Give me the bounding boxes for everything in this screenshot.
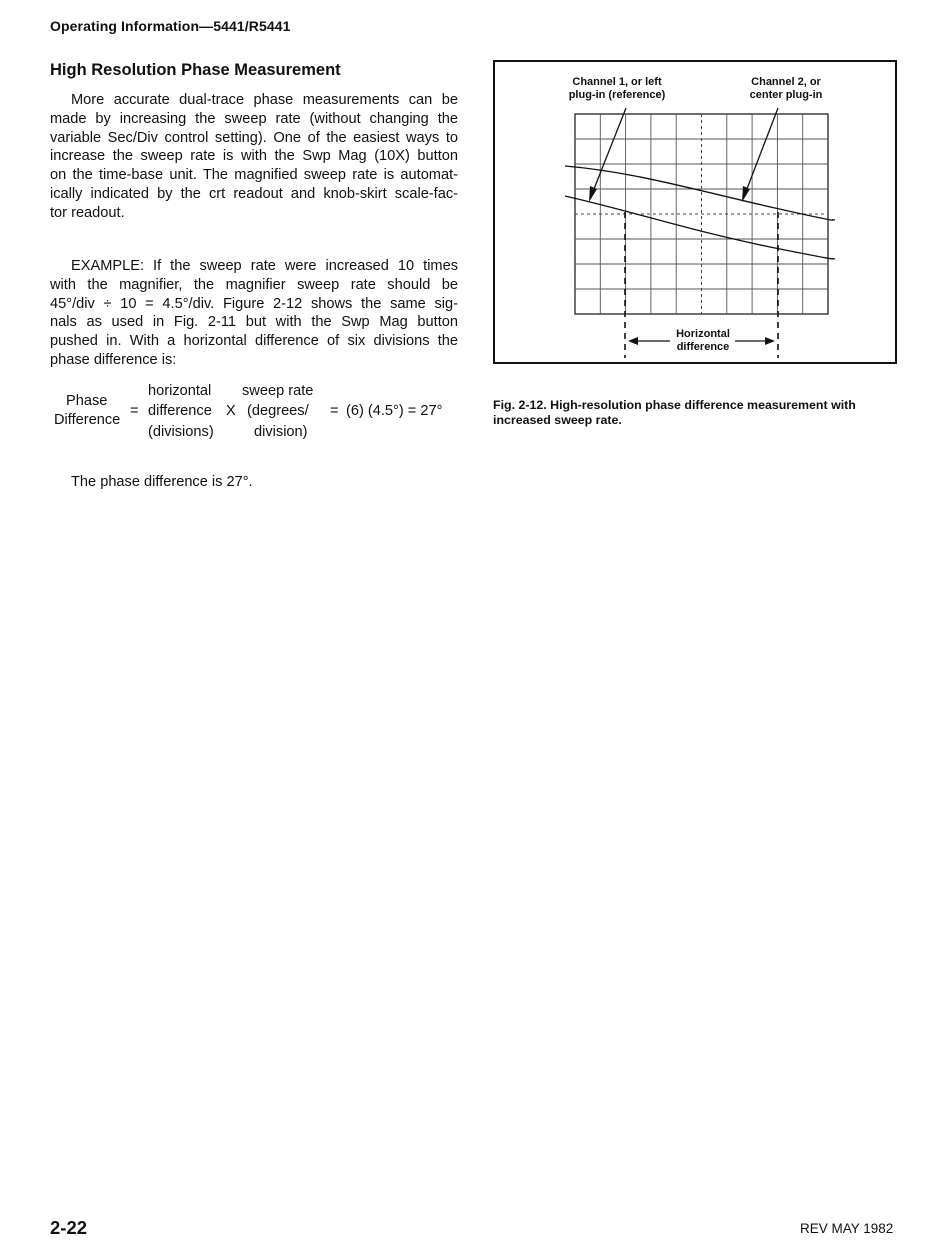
paragraph-line: nals as used in Fig. 2-11 but with the Swp Mag button <box>50 314 458 331</box>
paragraph-line: 45°/div ÷ 10 = 4.5°/div. Figure 2-12 shows the same sig- <box>50 295 458 312</box>
channel-2-trace <box>565 196 835 259</box>
formula-lhs-top: Phase <box>66 393 108 409</box>
channel-2-arrowhead <box>742 186 750 202</box>
paragraph-line: variable Sec/Div control setting). One of the easiest ways to <box>50 129 458 146</box>
paragraph-line: on the time-base unit. The magnified sweep rate is automat- <box>50 167 458 184</box>
channel-1-label-line: Channel 1, or left <box>572 76 662 88</box>
formula-result: (6) (4.5°) = 27° <box>346 403 443 419</box>
section-title: High Resolution Phase Measurement <box>50 61 341 79</box>
graticule-center-axes <box>575 114 828 314</box>
revision-date: REV MAY 1982 <box>800 1221 894 1236</box>
formula-term2-top: sweep rate <box>242 383 314 399</box>
phase-difference-formula <box>50 382 470 446</box>
formula-term2-mid: (degrees/ <box>247 403 309 419</box>
horizontal-difference-label <box>669 328 737 353</box>
paragraph-line: with the magnifier, the magnifier sweep rate should be <box>50 276 458 293</box>
paragraph-line: More accurate dual-trace phase measurements can be <box>71 92 458 108</box>
formula-term1-top: horizontal <box>148 383 212 399</box>
paragraph-line: made by increasing the sweep rate (without changing the <box>50 110 458 127</box>
channel-1-label <box>547 76 687 101</box>
paragraph-intro <box>50 91 458 223</box>
crt-graticule-illustration <box>495 62 899 366</box>
horizontal-difference-label-line: Horizontal <box>676 328 730 340</box>
channel-2-label-line: center plug-in <box>749 88 823 101</box>
channel-2-label <box>731 76 841 101</box>
formula-times: X <box>226 403 236 419</box>
running-head: Operating Information—5441/R5441 <box>50 18 291 34</box>
horizontal-difference-label-line: difference <box>676 340 730 353</box>
channel-1-arrowhead <box>589 186 597 202</box>
page-number: 2-22 <box>50 1217 88 1238</box>
formula-equals: = <box>130 403 139 419</box>
paragraph-line: increase the sweep rate is with the Swp Mag (10X) button <box>50 148 458 165</box>
paragraph-example <box>50 257 458 370</box>
difference-arrowhead-right <box>765 337 775 345</box>
figure-caption: Fig. 2-12. High-resolution phase difference measurement with increased sweep rate. <box>493 398 856 427</box>
paragraph-line: EXAMPLE: If the sweep rate were increased 10 times <box>71 258 458 274</box>
channel-2-label-line: Channel 2, or <box>751 76 821 88</box>
formula-term2-bottom: division) <box>254 424 308 440</box>
paragraph-line: pushed in. With a horizontal difference of six divisions the <box>50 333 458 350</box>
difference-arrowhead-left <box>628 337 638 345</box>
formula-lhs-bottom: Difference <box>54 412 121 428</box>
formula-term1-mid: difference <box>148 403 212 419</box>
formula-term1-bottom: (divisions) <box>148 424 214 440</box>
channel-1-trace <box>565 166 835 220</box>
paragraph-line: phase difference is: <box>50 351 177 368</box>
formula-equals: = <box>330 403 339 419</box>
channel-2-pointer <box>745 108 778 194</box>
channel-1-pointer <box>592 108 626 194</box>
conclusion-text: The phase difference is 27°. <box>71 474 253 490</box>
paragraph-line: tor readout. <box>50 204 125 221</box>
figure-2-12 <box>493 60 897 364</box>
paragraph-line: ically indicated by the crt readout and knob-skirt scale-fac- <box>50 185 458 202</box>
channel-1-label-line: plug-in (reference) <box>568 88 666 101</box>
